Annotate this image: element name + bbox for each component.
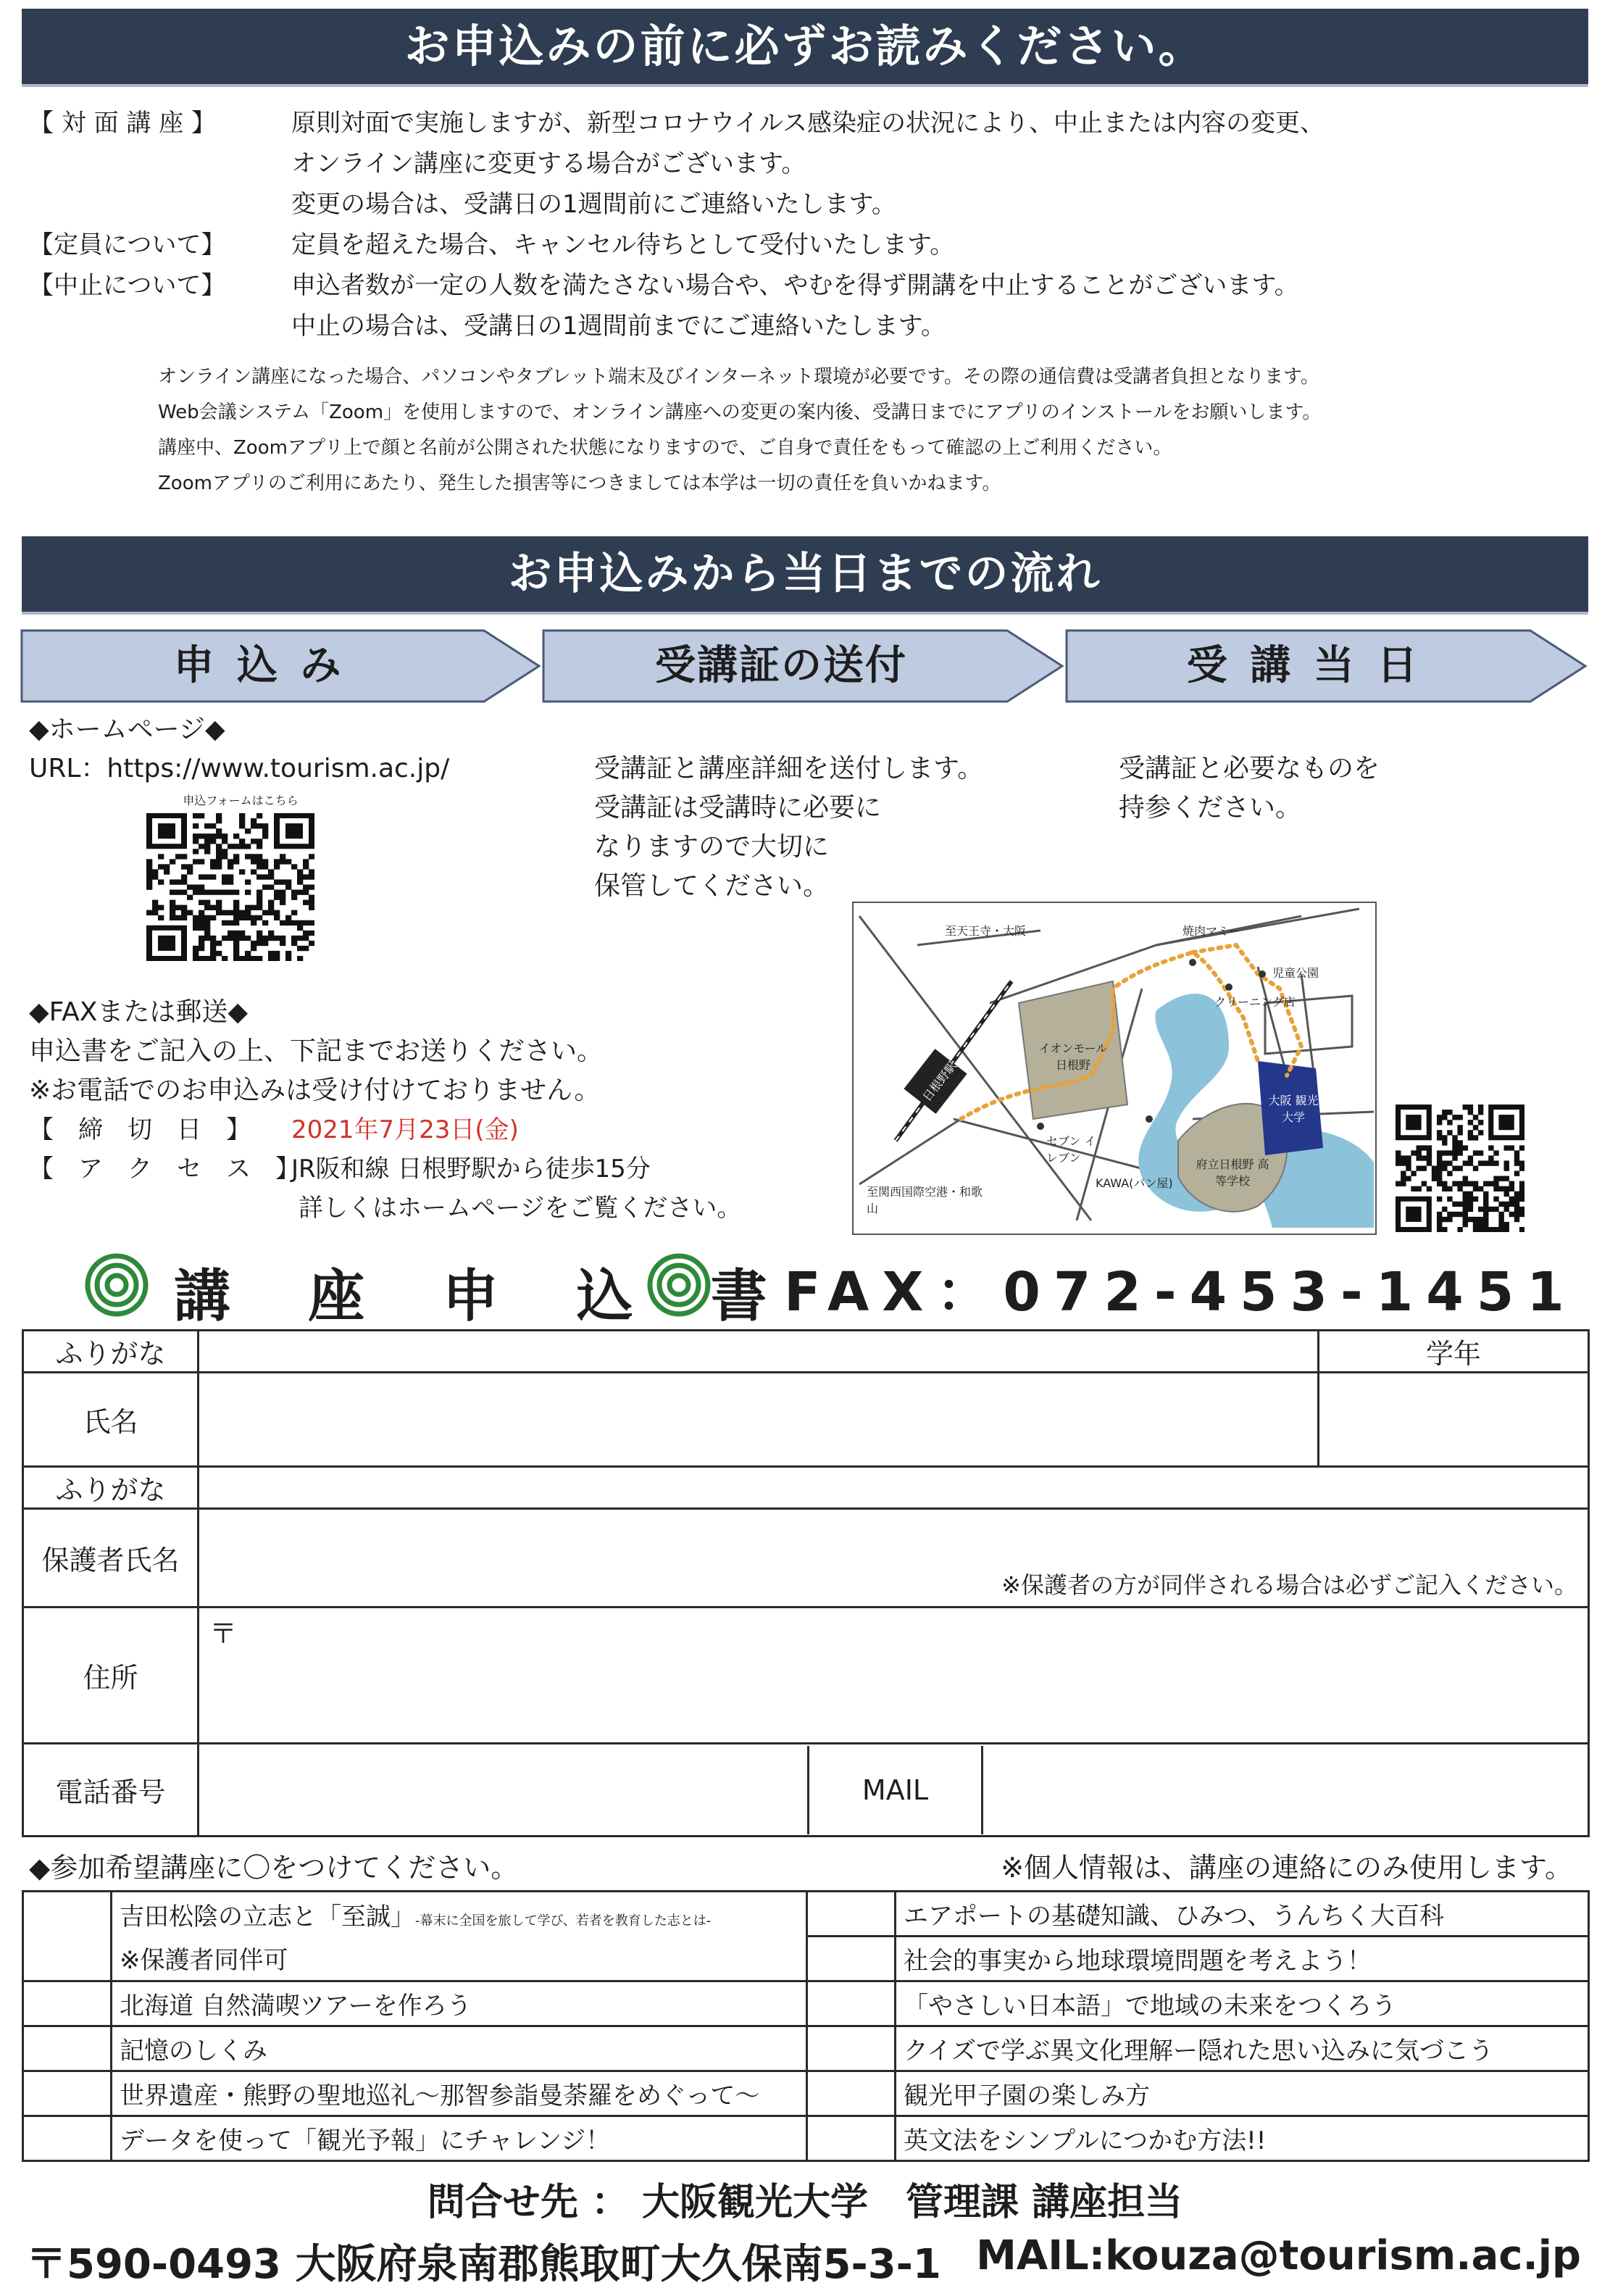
notice-line: 中止の場合は、受講日の1週間前までにご連絡いたします。: [291, 312, 946, 341]
course-cell: 世界遺産・熊野の聖地巡礼～那智参詣曼荼羅をめぐって～: [112, 2071, 807, 2116]
notice-line: オンライン講座に変更する場合がございます。: [291, 149, 806, 178]
notice-label: 【定員について】: [29, 230, 226, 259]
guardian-name-label: 保護者氏名: [23, 1509, 199, 1607]
course-circle-cell[interactable]: [807, 2071, 896, 2116]
course-cell: クイズで学ぶ異文化理解ー隠れた思い込みに気づこう: [896, 2026, 1589, 2071]
fax-line: ※お電話でのお申込みは受け付けておりません。: [29, 1076, 601, 1105]
step-label: 受講証の送付: [655, 642, 907, 689]
contact-title: 問合せ先 ： 大阪観光大学 管理課 講座担当: [427, 2181, 1183, 2224]
course-row: [23, 1892, 1589, 1937]
map-label: 至天王寺・大阪: [945, 924, 1027, 938]
guardian-note: ※保護者の方が同伴される場合は必ずご記入ください。: [1001, 1571, 1577, 1599]
furigana-field[interactable]: [199, 1331, 1319, 1373]
map-label: 児童公園: [1272, 966, 1319, 980]
step-send: [542, 629, 1065, 703]
course-circle-cell[interactable]: [23, 2026, 112, 2071]
fax-head: ◆FAXまたは郵送◆: [29, 997, 249, 1027]
notice-item-capacity: [29, 225, 1580, 265]
course-cell: 観光甲子園の楽しみ方: [896, 2071, 1589, 2116]
course-select-head: ◆参加希望講座に〇をつけてください。: [29, 1852, 519, 1884]
deadline-label: 【 締 切 日 】: [29, 1115, 251, 1144]
course-cell: 英文法をシンプルにつかむ方法!!: [896, 2116, 1589, 2161]
notice-line: 変更の場合は、受講日の1週間前にご連絡いたします。: [291, 190, 896, 219]
access-more: 詳しくはホームページをご覧ください。: [299, 1194, 742, 1223]
qr-code-map[interactable]: [1396, 1105, 1525, 1232]
postal-mark: 〒: [209, 1618, 238, 1650]
deadline-value: 2021年7月23日(金): [291, 1115, 519, 1144]
course-circle-cell[interactable]: [807, 1981, 896, 2026]
map-label: KAWA(パン屋): [1096, 1176, 1173, 1190]
spiral-icon: [84, 1252, 149, 1320]
course-circle-cell[interactable]: [807, 2026, 896, 2071]
phone-mail-row: [199, 1744, 1589, 1837]
course-row: [23, 2026, 1589, 2071]
step-label: 受 講 当 日: [1186, 642, 1422, 689]
course-cell: データを使って「観光予報」にチャレンジ！: [112, 2116, 807, 2161]
course-row: [23, 1937, 1589, 1981]
course-row: [23, 2116, 1589, 2161]
course-circle-cell[interactable]: [23, 1892, 112, 1981]
step2-line: なりますので大切に: [594, 832, 830, 862]
online-note: Zoomアプリのご利用にあたり、発生した損害等につきましては本学は一切の責任を負いかねます。: [158, 473, 1001, 494]
course-circle-cell[interactable]: [807, 1937, 896, 1981]
step3-line: 受講証と必要なものを: [1119, 754, 1380, 783]
course-cell: 「やさしい日本語」で地域の未来をつくろう: [896, 1981, 1589, 2026]
course-circle-cell[interactable]: [807, 2116, 896, 2161]
map-label: 焼肉マミー: [1183, 924, 1241, 938]
privacy-note: ※個人情報は、講座の連絡にのみ使用します。: [1001, 1852, 1572, 1884]
spiral-icon: [646, 1252, 712, 1320]
course-cell: 社会的事実から地球環境問題を考えよう！: [896, 1937, 1589, 1981]
name-field[interactable]: [199, 1373, 1319, 1467]
course-cell: エアポートの基礎知識、ひみつ、うんちく大百科: [896, 1892, 1589, 1937]
map-label: 府立日根野 高等学校: [1196, 1157, 1269, 1188]
notice-title: お申込みの前に必ずお読みください。: [22, 9, 1588, 84]
course-subtitle: -幕末に全国を旅して学び、若者を教育した志とは-: [415, 1913, 712, 1929]
course-cell: 北海道 自然満喫ツアーを作ろう: [112, 1981, 807, 2026]
course-cell: [112, 1892, 807, 1937]
notice-line: 原則対面で実施しますが、新型コロナウイルス感染症の状況により、中止または内容の変更、: [291, 109, 1325, 138]
map-label: 日根野駅: [919, 1059, 959, 1105]
step-apply: [20, 629, 542, 703]
guardian-furigana-label: ふりがな: [23, 1467, 199, 1509]
course-table: [22, 1890, 1590, 2162]
address-label: 住所: [23, 1607, 199, 1744]
qr-code-apply-form[interactable]: [135, 793, 326, 974]
mail-label: MAIL: [809, 1746, 983, 1834]
mail-field[interactable]: [983, 1746, 1588, 1834]
course-circle-cell[interactable]: [23, 2071, 112, 2116]
course-cell: 記憶のしくみ: [112, 2026, 807, 2071]
course-circle-cell[interactable]: [23, 2116, 112, 2161]
online-notes: [158, 359, 1578, 502]
grade-label: 学年: [1319, 1331, 1589, 1373]
grade-field[interactable]: [1319, 1373, 1589, 1467]
notice-item-face: [29, 103, 1580, 225]
qr-caption: 申込フォームはこちら: [183, 794, 299, 807]
notice-label: 【中止について】: [29, 271, 226, 300]
step2-line: 受講証と講座詳細を送付します。: [594, 754, 984, 783]
map-label: 大阪 観光大学: [1268, 1094, 1319, 1124]
fax-line: 申込書をご記入の上、下記までお送りください。: [29, 1036, 604, 1066]
phone-field[interactable]: [199, 1746, 809, 1834]
step2-line: 保管してください。: [594, 871, 830, 901]
access-label: 【 ア ク セ ス 】: [29, 1155, 300, 1184]
notice-line: 定員を超えた場合、キャンセル待ちとして受付いたします。: [291, 230, 955, 259]
step2-line: 受講証は受講時に必要に: [594, 793, 882, 823]
name-label: 氏名: [23, 1373, 199, 1467]
phone-label: 電話番号: [23, 1744, 199, 1837]
map-label: 至関西国際空港・和歌山: [867, 1185, 983, 1215]
step-label: 申 込 み: [173, 642, 346, 689]
map-label: クリーニング店: [1214, 995, 1296, 1009]
course-title: 吉田松陰の立志と「至誠」: [120, 1902, 415, 1931]
access-value: JR阪和線 日根野駅から徒歩15分: [291, 1155, 651, 1184]
online-note: オンライン講座になった場合、パソコンやタブレット端末及びインターネット環境が必要です。その際の通信費は受講者負担となります。: [158, 366, 1319, 388]
form-title: 講 座 申 込 書: [174, 1264, 796, 1329]
online-note: 講座中、Zoomアプリ上で顔と名前が公開された状態になりますので、ご自身で責任をもって確認の上ご利用ください。: [158, 437, 1172, 459]
map-label: イオンモール 日根野: [1038, 1041, 1108, 1072]
guardian-furigana-field[interactable]: [199, 1467, 1589, 1509]
step3-line: 持参ください。: [1119, 793, 1302, 823]
online-note: Web会議システム「Zoom」を使用しますので、オンライン講座への変更の案内後、受講日までにアプリのインストールをお願いします。: [158, 402, 1322, 423]
guardian-name-field[interactable]: [199, 1509, 1589, 1607]
notice-label: 【 対 面 講 座 】: [29, 109, 217, 138]
homepage-url[interactable]: URL：https://www.tourism.ac.jp/: [29, 754, 450, 783]
contact-address: 〒590-0493 大阪府泉南郡熊取町大久保南5-3-1: [26, 2241, 941, 2288]
course-row: [23, 2071, 1589, 2116]
step-day: [1065, 629, 1588, 703]
application-form: [22, 1329, 1590, 1837]
course-circle-cell[interactable]: [23, 1981, 112, 2026]
notice-item-cancel: [29, 265, 1580, 346]
course-cell: ※保護者同伴可: [112, 1937, 807, 1981]
contact-mail[interactable]: MAIL:kouza@tourism.ac.jp: [976, 2232, 1581, 2279]
map-label: セブン イレブン: [1046, 1134, 1096, 1165]
notice-list: [29, 103, 1580, 346]
notice-line: 申込者数が一定の人数を満たさない場合や、やむを得ず開講を中止することがございます。: [291, 271, 1299, 300]
qr-code-icon: [146, 813, 314, 961]
flow-title: お申込みから当日までの流れ: [22, 536, 1588, 612]
fax-number: FAX：072-453-1451: [784, 1261, 1577, 1323]
access-map: [852, 902, 1377, 1235]
course-circle-cell[interactable]: [807, 1892, 896, 1937]
homepage-head: ◆ホームページ◆: [29, 715, 225, 744]
furigana-label: ふりがな: [23, 1331, 199, 1373]
address-field[interactable]: [199, 1607, 1589, 1744]
course-row: [23, 1981, 1589, 2026]
